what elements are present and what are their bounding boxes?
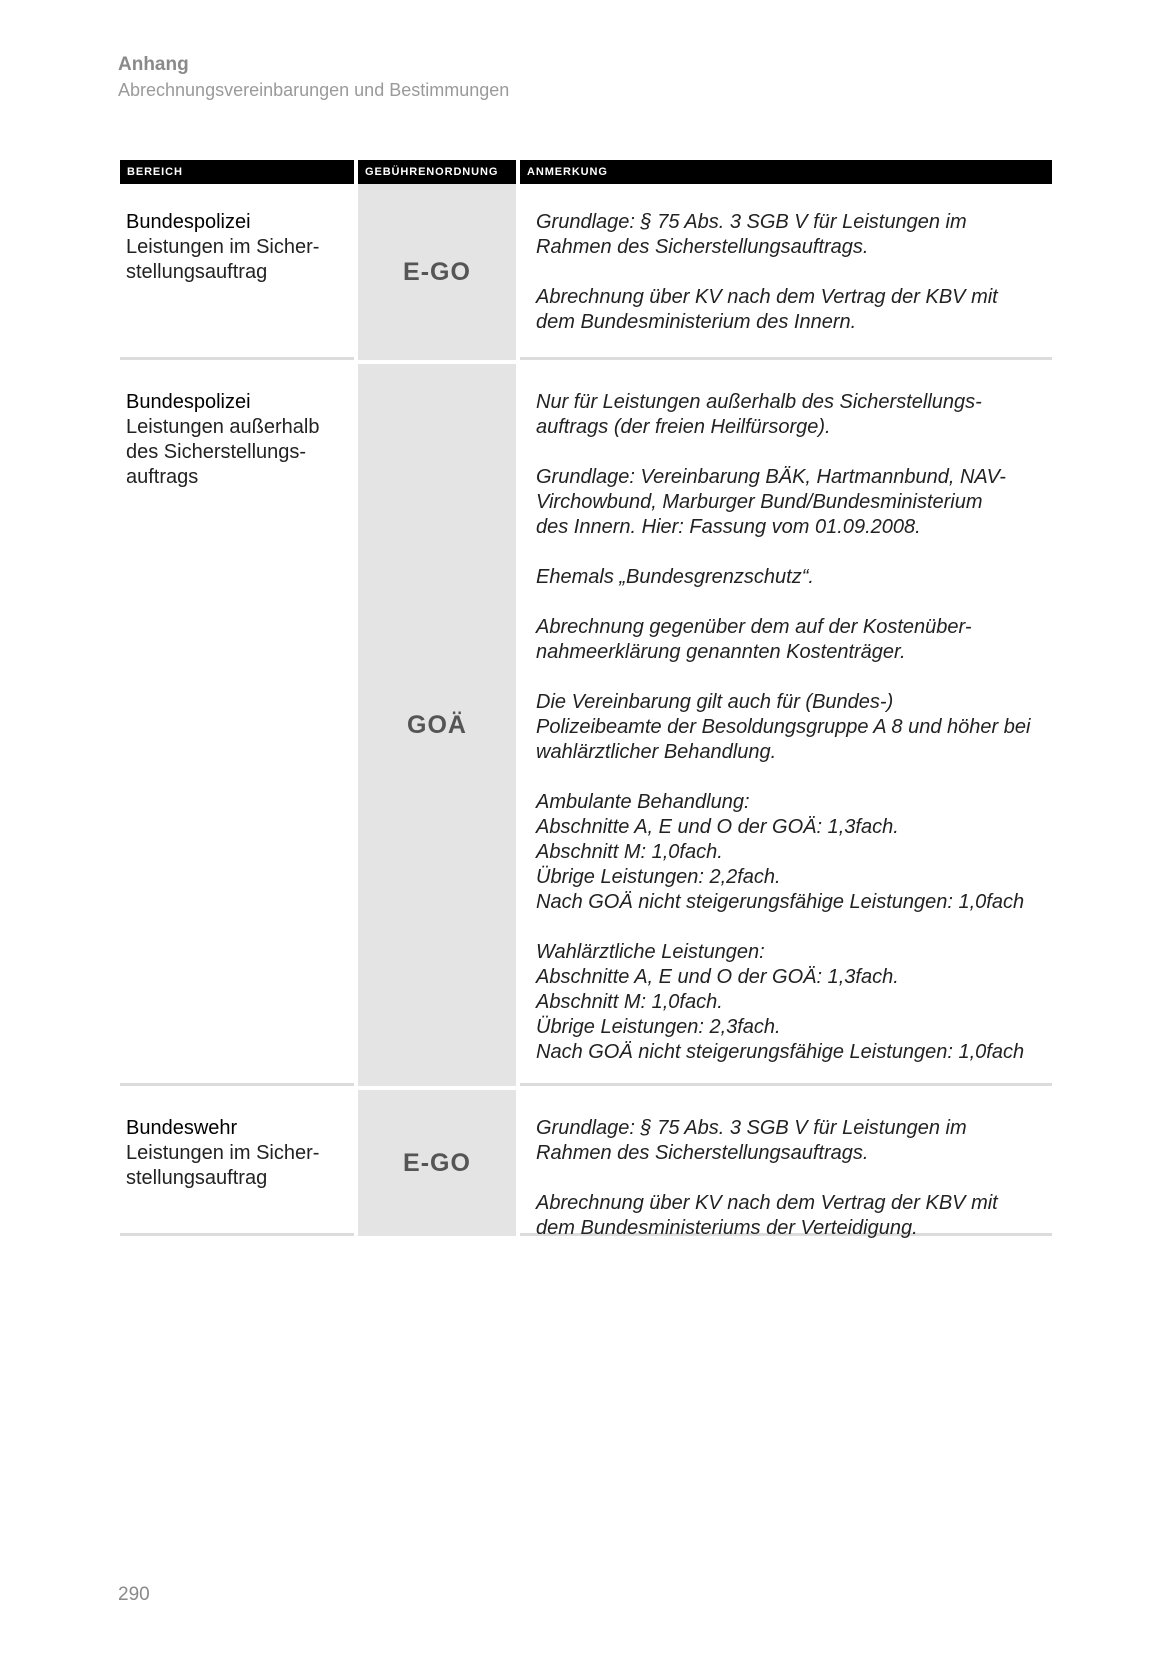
column-header-bereich: BEREICH bbox=[120, 160, 354, 184]
section-subtitle: Abrechnungsvereinbarungen und Bestimmungen bbox=[118, 79, 510, 100]
note: Die Vereinbarung gilt auch für (Bundes-) Polizeibeamte der Besoldungsgruppe A 8 und höher bei wahlärztlicher Behandlung. bbox=[536, 691, 1031, 763]
table-row bbox=[120, 1090, 1052, 1239]
note: Abrechnung über KV nach dem Vertrag der KBV mit dem Bundesministerium des Innern. bbox=[536, 286, 998, 333]
section-title: Anhang bbox=[118, 54, 189, 75]
notes-cell bbox=[520, 184, 1052, 360]
table-header bbox=[120, 160, 1052, 184]
area-name: Bundespolizei bbox=[126, 391, 251, 413]
area-cell bbox=[120, 364, 354, 1086]
notes-cell bbox=[520, 1090, 1052, 1239]
table-row bbox=[120, 364, 1052, 1086]
column-header-anmerkung: ANMERKUNG bbox=[520, 160, 1052, 184]
area-cell bbox=[120, 184, 354, 360]
note: Wahlärztliche Leistungen: Abschnitte A, E und O der GOÄ: 1,3fach. Abschnitt M: 1,0fach. Übrige Leistungen: 2,3fach. Nach GOÄ nicht steigerungsfähige Leistungen: 1,0fach bbox=[536, 941, 1025, 1063]
area-description: Leistungen im Sicher- stellungsauftrag bbox=[126, 1142, 320, 1189]
area-name: Bundespolizei bbox=[126, 211, 251, 233]
note: Grundlage: § 75 Abs. 3 SGB V für Leistungen im Rahmen des Sicherstellungsauftrags. bbox=[536, 1117, 967, 1164]
fee-schedule: E-GO bbox=[403, 1148, 471, 1177]
page-number: 290 bbox=[118, 1584, 150, 1605]
note: Abrechnung über KV nach dem Vertrag der KBV mit dem Bundesministeriums der Verteidigung. bbox=[536, 1192, 998, 1239]
fee-cell bbox=[358, 364, 516, 1086]
fee-schedule: GOÄ bbox=[407, 710, 467, 739]
page-header bbox=[118, 52, 509, 102]
fee-schedule: E-GO bbox=[403, 257, 471, 286]
column-header-gebuehrenordnung: GEBÜHRENORDNUNG bbox=[358, 160, 516, 184]
note: Ambulante Behandlung: Abschnitte A, E und O der GOÄ: 1,3fach. Abschnitt M: 1,0fach. Übrige Leistungen: 2,2fach. Nach GOÄ nicht steigerungsfähige Leistungen: 1,0fach bbox=[536, 791, 1025, 913]
fee-cell bbox=[358, 184, 516, 360]
table-row bbox=[120, 184, 1052, 360]
note: Nur für Leistungen außerhalb des Sicherstellungs- auftrags (der freien Heilfürsorge). bbox=[536, 391, 982, 438]
note: Abrechnung gegenüber dem auf der Kostenüber- nahmeerklärung genannten Kostenträger. bbox=[536, 616, 972, 663]
area-description: Leistungen außerhalb des Sicherstellungs- auftrags bbox=[126, 416, 320, 488]
note: Grundlage: § 75 Abs. 3 SGB V für Leistungen im Rahmen des Sicherstellungsauftrags. bbox=[536, 211, 967, 258]
fee-cell bbox=[358, 1090, 516, 1236]
billing-table bbox=[120, 160, 1052, 1239]
note: Ehemals „Bundesgrenzschutz“. bbox=[536, 566, 814, 588]
area-description: Leistungen im Sicher- stellungsauftrag bbox=[126, 236, 320, 283]
notes-cell bbox=[520, 364, 1052, 1086]
note: Grundlage: Vereinbarung BÄK, Hartmannbund, NAV- Virchowbund, Marburger Bund/Bundesministerium des Innern. Hier: Fassung vom 01.09.2008. bbox=[536, 466, 1006, 538]
area-name: Bundeswehr bbox=[126, 1117, 238, 1139]
area-cell bbox=[120, 1090, 354, 1236]
